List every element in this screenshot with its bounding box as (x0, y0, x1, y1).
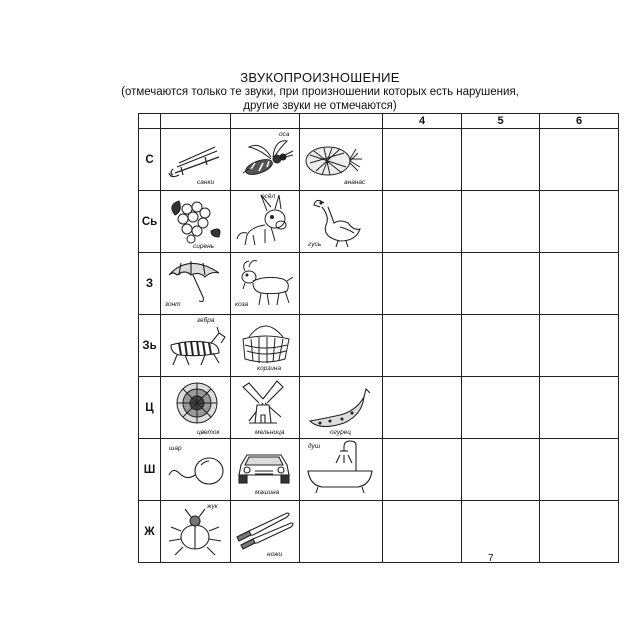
word-label: огурец (330, 429, 352, 436)
word-label: шар (169, 445, 182, 452)
word-label: мельница (255, 429, 285, 436)
mark-cell[interactable] (383, 501, 462, 563)
word-label: душ (308, 443, 321, 450)
word-label: зебра (197, 317, 215, 324)
word-label: машина (255, 489, 280, 496)
table-row (139, 377, 619, 439)
mark-cell[interactable] (462, 501, 540, 563)
beetle-icon (161, 501, 231, 562)
donkey-icon (231, 191, 300, 252)
sled-icon (161, 129, 231, 190)
sound-label: Сь (139, 191, 161, 253)
table-row (139, 439, 619, 501)
column-header-4: 4 (383, 114, 462, 129)
mark-cell[interactable] (540, 439, 619, 501)
header-cell (231, 114, 300, 129)
empty-cell (300, 315, 383, 377)
empty-cell (300, 501, 383, 563)
word-label: санки (197, 179, 215, 186)
picture-cell (231, 377, 300, 439)
page-title: ЗВУКОПРОИЗНОШЕНИЕ (240, 70, 400, 85)
mark-cell[interactable] (383, 315, 462, 377)
picture-cell (231, 315, 300, 377)
mark-cell[interactable] (383, 129, 462, 191)
picture-cell (231, 439, 300, 501)
word-label: цветок (197, 429, 220, 436)
header-cell (139, 114, 161, 129)
table-row (139, 501, 619, 563)
word-label: коза (235, 301, 249, 308)
picture-cell (300, 439, 383, 501)
zebra-icon (161, 315, 231, 376)
knives-icon (231, 501, 300, 562)
sound-label: Ц (139, 377, 161, 439)
mark-cell[interactable] (462, 377, 540, 439)
mark-cell[interactable] (462, 253, 540, 315)
table-row (139, 191, 619, 253)
word-label: гусь (308, 241, 322, 248)
header-row (139, 114, 619, 129)
picture-cell (161, 377, 231, 439)
wasp-icon (231, 129, 300, 190)
word-label: оса (279, 131, 290, 138)
picture-cell (231, 501, 300, 563)
sound-label: Ж (139, 501, 161, 563)
word-label: ножи (267, 551, 283, 558)
mark-cell[interactable] (540, 129, 619, 191)
table-row (139, 315, 619, 377)
subtitle-line-2: другие звуки не отмечаются) (243, 100, 397, 112)
word-label: жук (207, 503, 218, 510)
mark-cell[interactable] (383, 191, 462, 253)
picture-cell (161, 129, 231, 191)
picture-cell (161, 439, 231, 501)
table-row (139, 129, 619, 191)
sound-label: З (139, 253, 161, 315)
mark-cell[interactable] (540, 501, 619, 563)
mark-cell[interactable] (540, 315, 619, 377)
word-label: ананас (344, 179, 366, 186)
pineapple-icon (300, 129, 383, 190)
mark-cell[interactable] (462, 439, 540, 501)
sound-label: Ш (139, 439, 161, 501)
mark-cell[interactable] (383, 439, 462, 501)
picture-cell (161, 501, 231, 563)
flower-icon (161, 377, 231, 438)
picture-cell (300, 129, 383, 191)
picture-cell (300, 191, 383, 253)
word-label: зонт (165, 301, 181, 308)
picture-cell (161, 191, 231, 253)
mark-cell[interactable] (540, 253, 619, 315)
column-header-5: 5 (462, 114, 540, 129)
mark-cell[interactable] (462, 191, 540, 253)
word-label: осёл (261, 193, 276, 200)
picture-cell (231, 191, 300, 253)
subtitle-line-1: (отмечаются только те звуки, при произношении которых есть нарушения, (121, 86, 519, 98)
header-cell (161, 114, 231, 129)
mark-cell[interactable] (383, 253, 462, 315)
mark-cell[interactable] (462, 129, 540, 191)
picture-cell (161, 253, 231, 315)
mark-cell[interactable] (540, 377, 619, 439)
mark-cell[interactable] (540, 191, 619, 253)
page-number: 7 (488, 553, 494, 564)
sound-label: Зь (139, 315, 161, 377)
empty-cell (300, 253, 383, 315)
picture-cell (231, 253, 300, 315)
word-label: корзина (257, 365, 282, 372)
picture-cell (231, 129, 300, 191)
sound-table (138, 113, 619, 563)
word-label: сирень (193, 243, 215, 250)
picture-cell (161, 315, 231, 377)
column-header-6: 6 (540, 114, 619, 129)
mark-cell[interactable] (462, 315, 540, 377)
mark-cell[interactable] (383, 377, 462, 439)
header-cell (300, 114, 383, 129)
picture-cell (300, 377, 383, 439)
table-row (139, 253, 619, 315)
sound-label: С (139, 129, 161, 191)
